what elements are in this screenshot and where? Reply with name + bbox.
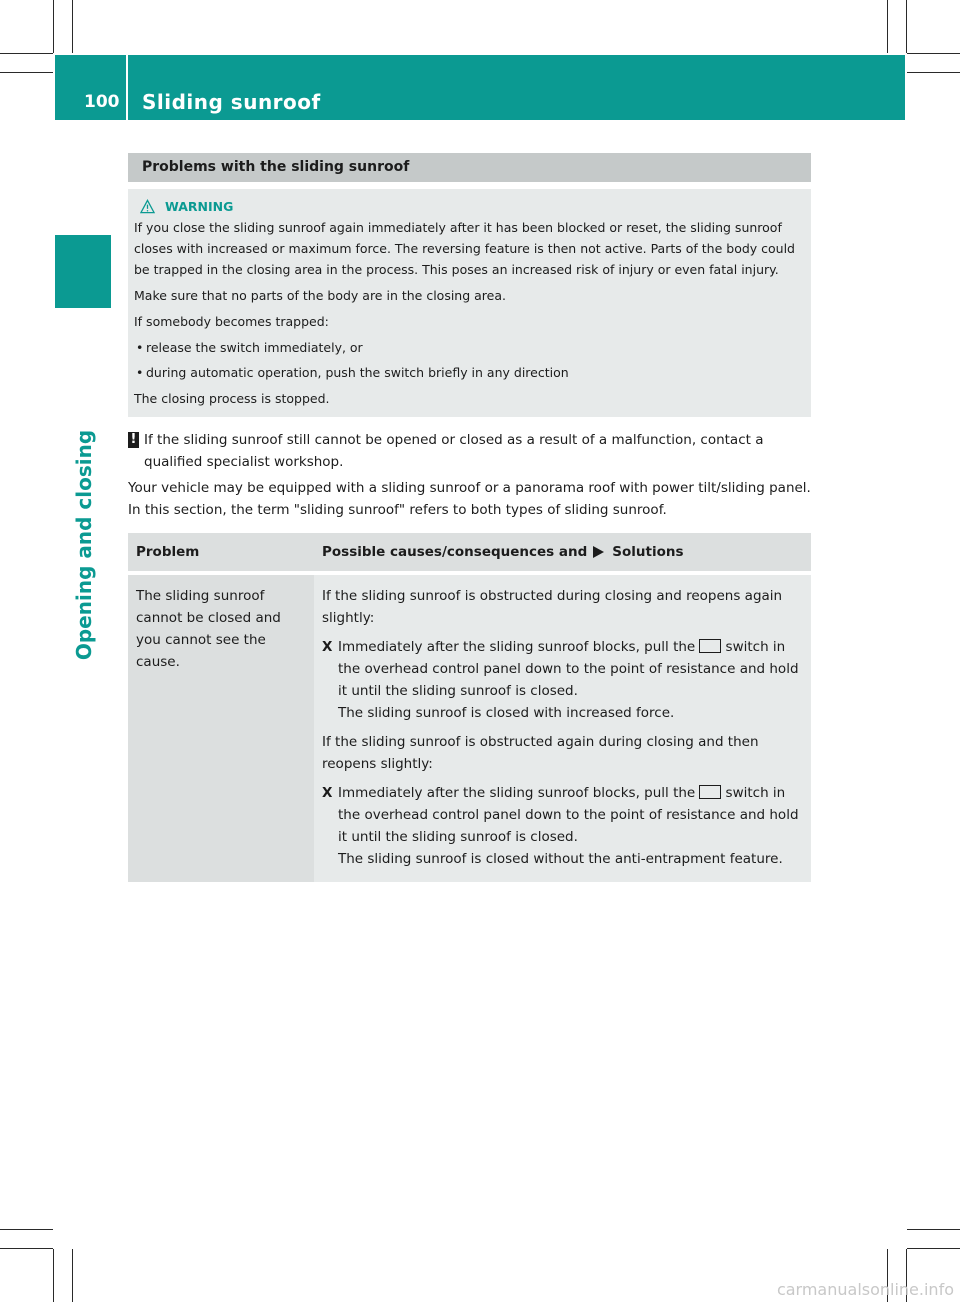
crop-mark xyxy=(0,1229,53,1230)
warning-triangle-icon xyxy=(140,199,155,214)
crop-mark xyxy=(72,1249,73,1302)
table-header-solutions-text: Solutions xyxy=(612,544,684,560)
step-text: Immediately after the sliding sunroof blocks, pull the xyxy=(338,639,696,655)
sunroof-switch-icon xyxy=(699,785,721,799)
exclamation-icon: ! xyxy=(128,432,139,448)
crop-mark xyxy=(0,72,53,73)
crop-mark xyxy=(0,1248,53,1249)
list-item: • release the switch immediately, or xyxy=(134,337,803,358)
table-header-problem: Problem xyxy=(128,533,314,571)
crop-mark xyxy=(53,0,54,53)
table-header-causes-text: Possible causes/consequences and xyxy=(322,544,588,560)
intro-paragraph: Your vehicle may be equipped with a sliding sunroof or a panorama roof with power tilt/sliding panel. In this section, the term "sliding sunroof" refers to both types of sliding sunroof. xyxy=(128,480,811,518)
cause-text: If the sliding sunroof is obstructed again during closing and then reopens slightly: xyxy=(322,734,759,772)
warning-box xyxy=(128,189,811,417)
action-marker-icon: X xyxy=(322,639,333,655)
crop-mark xyxy=(887,0,888,53)
table-cell-solutions xyxy=(314,571,811,882)
step-text: Immediately after the sliding sunroof blocks, pull the xyxy=(338,785,696,801)
warning-paragraph: Make sure that no parts of the body are in the closing area. xyxy=(134,288,506,303)
action-step xyxy=(322,782,801,870)
header-divider xyxy=(126,55,128,120)
crop-mark xyxy=(907,1229,960,1230)
crop-mark xyxy=(907,53,960,54)
action-step xyxy=(322,636,801,724)
note xyxy=(128,429,811,473)
table-cell-problem: The sliding sunroof cannot be closed and you cannot see the cause. xyxy=(128,571,314,882)
watermark: carmanualsonline.info xyxy=(776,1280,954,1299)
warning-paragraph: If you close the sliding sunroof again immediately after it has been blocked or reset, the sliding sunroof closes with increased or maximum force. The reversing feature is then not active. Parts of the body could be trapped in the closing area in the process. This poses an increased risk of injury or even fatal injury. xyxy=(134,220,795,277)
page-number: 100 xyxy=(84,92,120,112)
section-title: Problems with the sliding sunroof xyxy=(128,153,811,182)
crop-mark xyxy=(907,72,960,73)
troubleshooting-table xyxy=(128,533,811,882)
table-header-causes xyxy=(314,533,811,571)
crop-mark xyxy=(72,0,73,53)
result-text: The sliding sunroof is closed with increased force. xyxy=(338,705,675,721)
warning-heading-text: WARNING xyxy=(165,198,234,214)
sunroof-switch-icon xyxy=(699,639,721,653)
crop-mark xyxy=(53,1249,54,1302)
warning-heading xyxy=(134,195,803,217)
page-content xyxy=(128,153,811,882)
chapter-title: Sliding sunroof xyxy=(142,90,321,114)
note-text: If the sliding sunroof still cannot be opened or closed as a result of a malfunction, contact a qualified specialist workshop. xyxy=(144,432,764,470)
list-item: • during automatic operation, push the switch briefly in any direction xyxy=(134,362,803,383)
crop-mark xyxy=(906,0,907,53)
warning-bullet-list xyxy=(134,337,803,383)
warning-paragraph: If somebody becomes trapped: xyxy=(134,314,329,329)
step-text: switch in the overhead control panel down to the point of resistance and hold it until the sliding sunroof is closed. xyxy=(338,639,799,699)
crop-mark xyxy=(0,53,53,54)
step-text: switch in the overhead control panel down to the point of resistance and hold it until the sliding sunroof is closed. xyxy=(338,785,799,845)
crop-mark xyxy=(907,1248,960,1249)
result-text: The sliding sunroof is closed without the anti-entrapment feature. xyxy=(338,851,783,867)
action-marker-icon: X xyxy=(322,785,333,801)
warning-paragraph: The closing process is stopped. xyxy=(134,391,330,406)
side-tab-marker xyxy=(55,235,111,308)
cause-text: If the sliding sunroof is obstructed during closing and reopens again slightly: xyxy=(322,588,783,626)
arrow-right-icon xyxy=(593,546,604,558)
side-tab-label: Opening and closing xyxy=(72,429,96,661)
page-header xyxy=(55,55,905,120)
